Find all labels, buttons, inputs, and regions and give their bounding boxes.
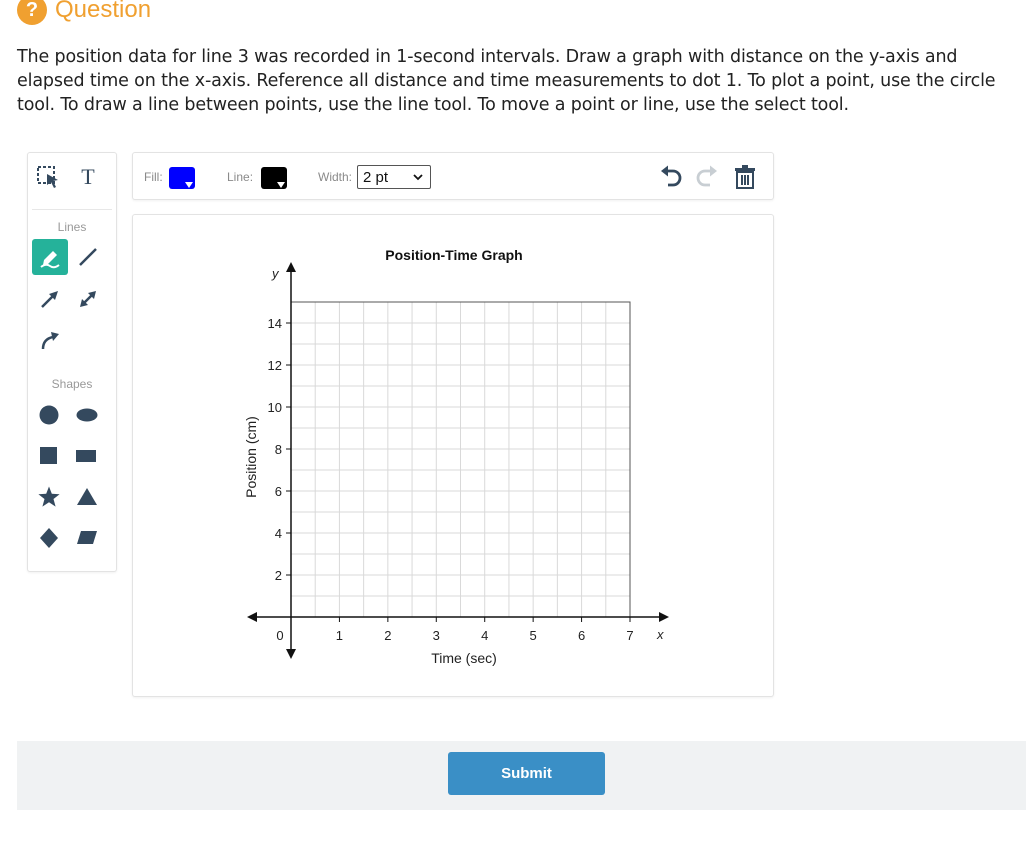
curved-arrow-icon[interactable]	[32, 322, 68, 358]
submit-button[interactable]: Submit	[448, 752, 605, 795]
y-tick-label: 12	[267, 358, 282, 373]
line-icon[interactable]	[70, 239, 106, 275]
x-tick-label: 7	[626, 628, 634, 643]
ellipse-icon[interactable]	[69, 397, 105, 433]
drawing-toolbox	[27, 152, 117, 572]
y-tick-label: 10	[267, 400, 282, 415]
select-icon[interactable]	[31, 159, 67, 195]
y-tick-label: 14	[267, 316, 282, 331]
position-time-graph	[133, 215, 773, 696]
arrow-icon[interactable]	[32, 281, 68, 317]
chart-grid	[291, 302, 630, 617]
redo-icon[interactable]	[693, 163, 721, 191]
x-tick-label: 6	[577, 628, 586, 643]
line-caret-icon	[277, 182, 285, 188]
toolbox-divider	[32, 209, 112, 210]
y-axis-down-arrow-icon	[286, 649, 296, 659]
question-icon: ?	[17, 0, 47, 25]
x-tick-label: 4	[481, 628, 489, 643]
question-header	[17, 0, 151, 26]
fill-color-picker[interactable]	[169, 167, 195, 189]
triangle-icon[interactable]	[69, 479, 105, 515]
question-title: Question	[55, 0, 152, 23]
square-icon[interactable]	[31, 438, 67, 474]
chevron-down-icon	[412, 170, 424, 187]
lines-section-label: Lines	[57, 220, 87, 234]
diamond-icon[interactable]	[31, 520, 67, 556]
text-tool-label: T	[81, 164, 95, 189]
width-select-value: 2 pt	[363, 168, 389, 186]
shapes-section-label: Shapes	[51, 377, 93, 391]
x-tick-label: 2	[384, 628, 392, 643]
rectangle-icon[interactable]	[69, 438, 105, 474]
freehand-pencil-icon[interactable]	[32, 239, 68, 275]
question-text: The position data for line 3 was recorded in 1-second intervals. Draw a graph with distance on the y-axis and elapsed time on the x-axis. Reference all distance and time measurements to dot 1. To plot a point, use the circle tool. To draw a line between points, use the line tool. To move a point or line, use the select tool.	[17, 47, 996, 115]
star-icon[interactable]	[31, 479, 67, 515]
x-tick-label: 1	[335, 628, 344, 643]
double-arrow-icon[interactable]	[70, 281, 106, 317]
text-icon[interactable]	[70, 159, 106, 195]
x-axis-letter: x	[657, 627, 664, 642]
trash-icon[interactable]	[731, 163, 759, 191]
x-tick-label: 3	[432, 628, 440, 643]
y-tick-label: 8	[274, 442, 282, 457]
x-axis-label: Time (sec)	[431, 650, 497, 666]
width-select[interactable]	[357, 165, 431, 189]
style-toolbar	[132, 152, 774, 200]
y-tick-label: 2	[274, 568, 282, 583]
x-axis-left-arrow-icon	[247, 612, 257, 622]
width-label: Width:	[318, 170, 353, 184]
y-axis-up-arrow-icon	[286, 262, 296, 272]
circle-icon[interactable]	[31, 397, 67, 433]
y-tick-label: 4	[274, 526, 282, 541]
undo-icon[interactable]	[657, 163, 685, 191]
y-tick-label: 6	[274, 484, 282, 499]
submit-bar	[17, 741, 1026, 810]
line-color-picker[interactable]	[261, 167, 287, 189]
parallelogram-icon[interactable]	[69, 520, 105, 556]
y-axis-label: Position (cm)	[243, 416, 259, 498]
x-tick-label: 0	[276, 628, 284, 643]
drawing-canvas[interactable]	[132, 214, 774, 697]
line-label: Line:	[227, 170, 254, 184]
x-axis-right-arrow-icon	[659, 612, 669, 622]
fill-caret-icon	[185, 182, 193, 188]
fill-label: Fill:	[144, 170, 163, 184]
x-tick-label: 5	[529, 628, 537, 643]
y-axis-letter: y	[272, 266, 279, 281]
chart-title: Position-Time Graph	[385, 247, 523, 263]
